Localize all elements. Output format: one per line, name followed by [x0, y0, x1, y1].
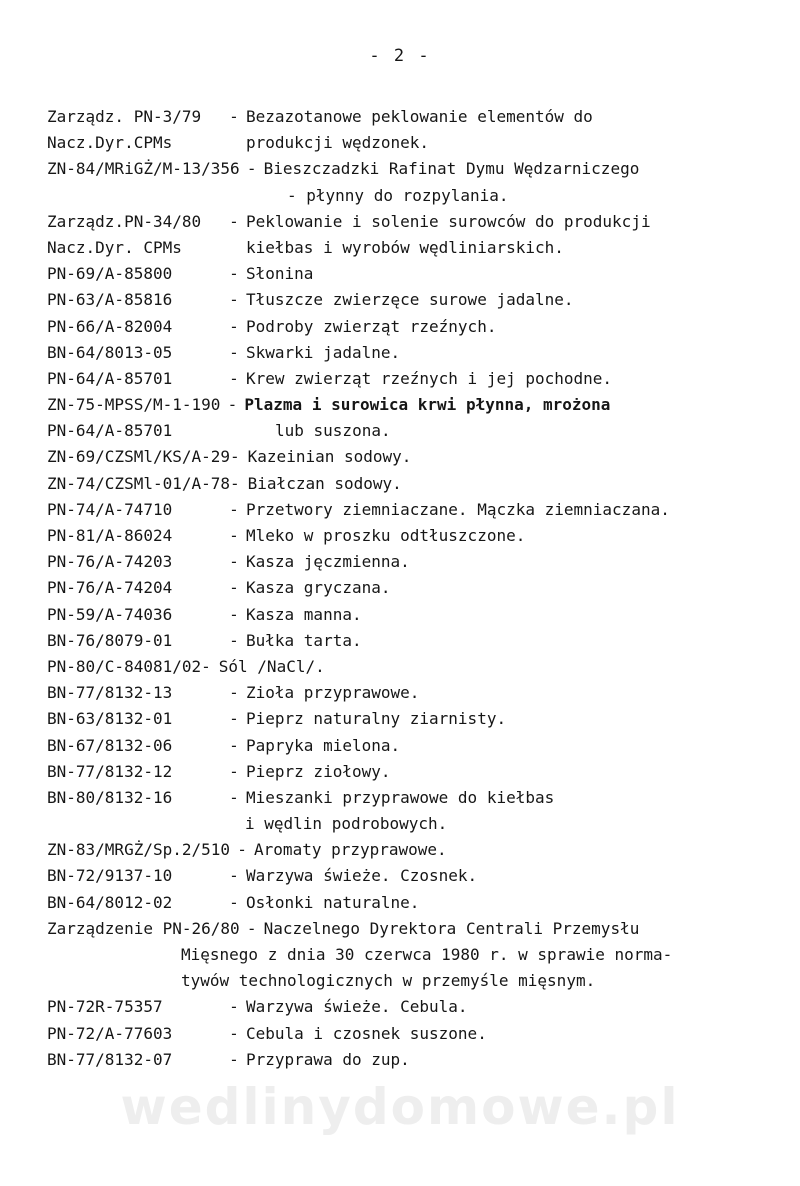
list-item-continuation: Mięsnego z dnia 30 czerwca 1980 r. w sprawie norma- — [181, 945, 673, 964]
list-item: BN-80/8132-16 - Mieszanki przyprawowe do kiełbas — [47, 787, 555, 807]
list-item: PN-76/A-74203 - Kasza jęczmienna. — [47, 552, 410, 572]
list-item: PN-63/A-85816 - Tłuszcze zwierzęce surowe jadalne. — [47, 290, 574, 310]
list-item: BN-64/8013-05 - Skwarki jadalne. — [47, 342, 401, 362]
list-item: BN-63/8132-01 - Pieprz naturalny ziarnisty. — [47, 709, 507, 729]
list-item: PN-72R-75357 - Warzywa świeże. Cebula. — [47, 997, 468, 1017]
list-item: BN-72/9137-10 - Warzywa świeże. Czosnek. — [47, 866, 478, 886]
list-item-continuation: tywów technologicznych w przemyśle mięsnym. — [181, 971, 596, 991]
list-item: BN-76/8079-01 - Bułka tarta. — [47, 630, 362, 650]
page-number: - 2 - — [369, 46, 431, 66]
list-item-continuation: i wędlin podrobowych. — [245, 814, 448, 834]
list-item: PN-80/C-84081/02- Sól /NaCl/. — [47, 656, 325, 676]
watermark: wedlinydomowe.pl — [120, 1078, 680, 1136]
list-item: Zarządz.PN-34/80 - Peklowanie i solenie surowców do produkcji — [47, 211, 651, 231]
list-item: PN-72/A-77603 - Cebula i czosnek suszone. — [47, 1023, 487, 1043]
list-item: PN-59/A-74036 - Kasza manna. — [47, 604, 362, 624]
list-item: PN-69/A-85800 - Słonina — [47, 264, 314, 284]
list-item: ZN-75-MPSS/M-1-190 - Plazma i surowica krwi płynna, mrożona — [47, 395, 611, 415]
list-item: PN-74/A-74710 - Przetwory ziemniaczane. Mączka ziemniaczana. — [47, 499, 670, 519]
list-item: PN-66/A-82004 - Podroby zwierząt rzeźnych. — [47, 316, 497, 336]
list-item: BN-64/8012-02 - Osłonki naturalne. — [47, 892, 420, 912]
list-item-continuation: Nacz.Dyr.CPMs produkcji wędzonek. — [47, 133, 430, 153]
list-item: ZN-74/CZSMl-01/A-78- Białczan sodowy. — [47, 473, 402, 493]
list-item-continuation: - płynny do rozpylania. — [287, 185, 509, 205]
list-item: BN-77/8132-07 - Przyprawa do zup. — [47, 1049, 410, 1069]
list-item: Zarządz. PN-3/79 - Bezazotanowe peklowanie elementów do — [47, 107, 593, 126]
standards-list — [47, 104, 767, 1073]
list-item: PN-64/A-85701 - Krew zwierząt rzeźnych i jej pochodne. — [47, 368, 613, 388]
list-item: BN-77/8132-12 - Pieprz ziołowy. — [47, 761, 391, 781]
list-item-continuation: Nacz.Dyr. CPMs kiełbas i wyrobów wędliniarskich. — [47, 237, 564, 257]
list-item: ZN-69/CZSMl/KS/A-29- Kazeinian sodowy. — [47, 447, 412, 467]
list-item: BN-77/8132-13 - Zioła przyprawowe. — [47, 683, 420, 703]
list-item: PN-76/A-74204 - Kasza gryczana. — [47, 578, 391, 598]
list-item: ZN-84/MRiGŻ/M-13/356 - Bieszczadzki Rafinat Dymu Wędzarniczego — [47, 159, 640, 179]
list-item-continuation: PN-64/A-85701 lub suszona. — [47, 421, 391, 441]
list-item: PN-81/A-86024 - Mleko w proszku odtłuszczone. — [47, 526, 526, 545]
list-item: Zarządzenie PN-26/80 - Naczelnego Dyrektora Centrali Przemysłu — [47, 918, 640, 938]
list-item: BN-67/8132-06 - Papryka mielona. — [47, 735, 401, 755]
list-item: ZN-83/MRGŻ/Sp.2/510 - Aromaty przyprawowe. — [47, 840, 447, 860]
